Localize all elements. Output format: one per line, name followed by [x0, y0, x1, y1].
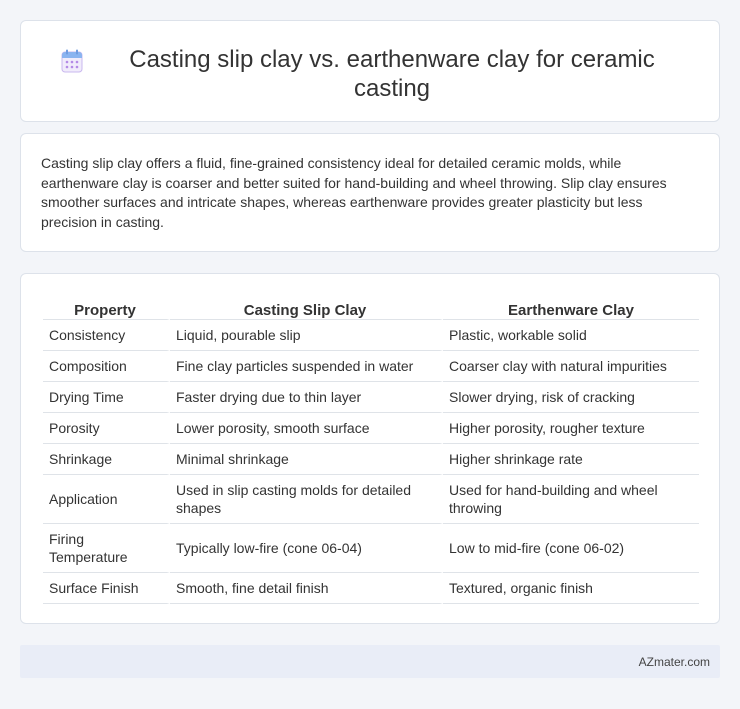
- earthenware-cell: Low to mid-fire (cone 06-02): [443, 524, 699, 573]
- casting-slip-cell: Used in slip casting molds for detailed shapes: [170, 475, 443, 524]
- table-card: [20, 273, 720, 624]
- earthenware-cell: Plastic, workable solid: [443, 320, 699, 351]
- casting-slip-cell: Faster drying due to thin layer: [170, 382, 443, 413]
- casting-slip-cell: Minimal shrinkage: [170, 444, 443, 475]
- property-cell: Firing Temperature: [43, 524, 170, 573]
- casting-slip-cell: Smooth, fine detail finish: [170, 573, 443, 604]
- table-row: [43, 320, 699, 351]
- footer-bar: [20, 645, 720, 678]
- table-row: [43, 524, 699, 573]
- intro-paragraph: Casting slip clay offers a fluid, fine-grained consistency ideal for detailed ceramic molds, while earthenware clay is coarser and better suited for hand-building and wheel throwing. Slip clay ensures smoother surfaces and intricate shapes, whereas earthenware provides greater plasticity but less precision in casting.: [41, 155, 667, 230]
- property-cell: Application: [43, 475, 170, 524]
- earthenware-cell: Used for hand-building and wheel throwing: [443, 475, 699, 524]
- casting-slip-cell: Typically low-fire (cone 06-04): [170, 524, 443, 573]
- title-row: [21, 21, 719, 103]
- calendar-icon: [61, 49, 83, 73]
- intro-card: [20, 133, 720, 252]
- table-row: [43, 382, 699, 413]
- page-title: Casting slip clay vs. earthenware clay for ceramic casting: [129, 46, 655, 102]
- table-row: [43, 573, 699, 604]
- column-header-earthenware-clay: Earthenware Clay: [443, 296, 699, 320]
- property-cell: Shrinkage: [43, 444, 170, 475]
- comparison-table: [43, 296, 699, 604]
- table-row: [43, 444, 699, 475]
- footer-brand-link[interactable]: AZmater.com: [638, 655, 710, 669]
- table-header-row: [43, 296, 699, 320]
- column-header-property: Property: [43, 296, 170, 320]
- column-header-casting-slip-clay: Casting Slip Clay: [170, 296, 443, 320]
- table-row: [43, 475, 699, 524]
- property-cell: Drying Time: [43, 382, 170, 413]
- property-cell: Surface Finish: [43, 573, 170, 604]
- casting-slip-cell: Fine clay particles suspended in water: [170, 351, 443, 382]
- earthenware-cell: Higher shrinkage rate: [443, 444, 699, 475]
- casting-slip-cell: Liquid, pourable slip: [170, 320, 443, 351]
- earthenware-cell: Coarser clay with natural impurities: [443, 351, 699, 382]
- property-cell: Porosity: [43, 413, 170, 444]
- table-row: [43, 413, 699, 444]
- table-row: [43, 351, 699, 382]
- title-card: [20, 20, 720, 122]
- property-cell: Composition: [43, 351, 170, 382]
- property-cell: Consistency: [43, 320, 170, 351]
- earthenware-cell: Slower drying, risk of cracking: [443, 382, 699, 413]
- earthenware-cell: Textured, organic finish: [443, 573, 699, 604]
- casting-slip-cell: Lower porosity, smooth surface: [170, 413, 443, 444]
- earthenware-cell: Higher porosity, rougher texture: [443, 413, 699, 444]
